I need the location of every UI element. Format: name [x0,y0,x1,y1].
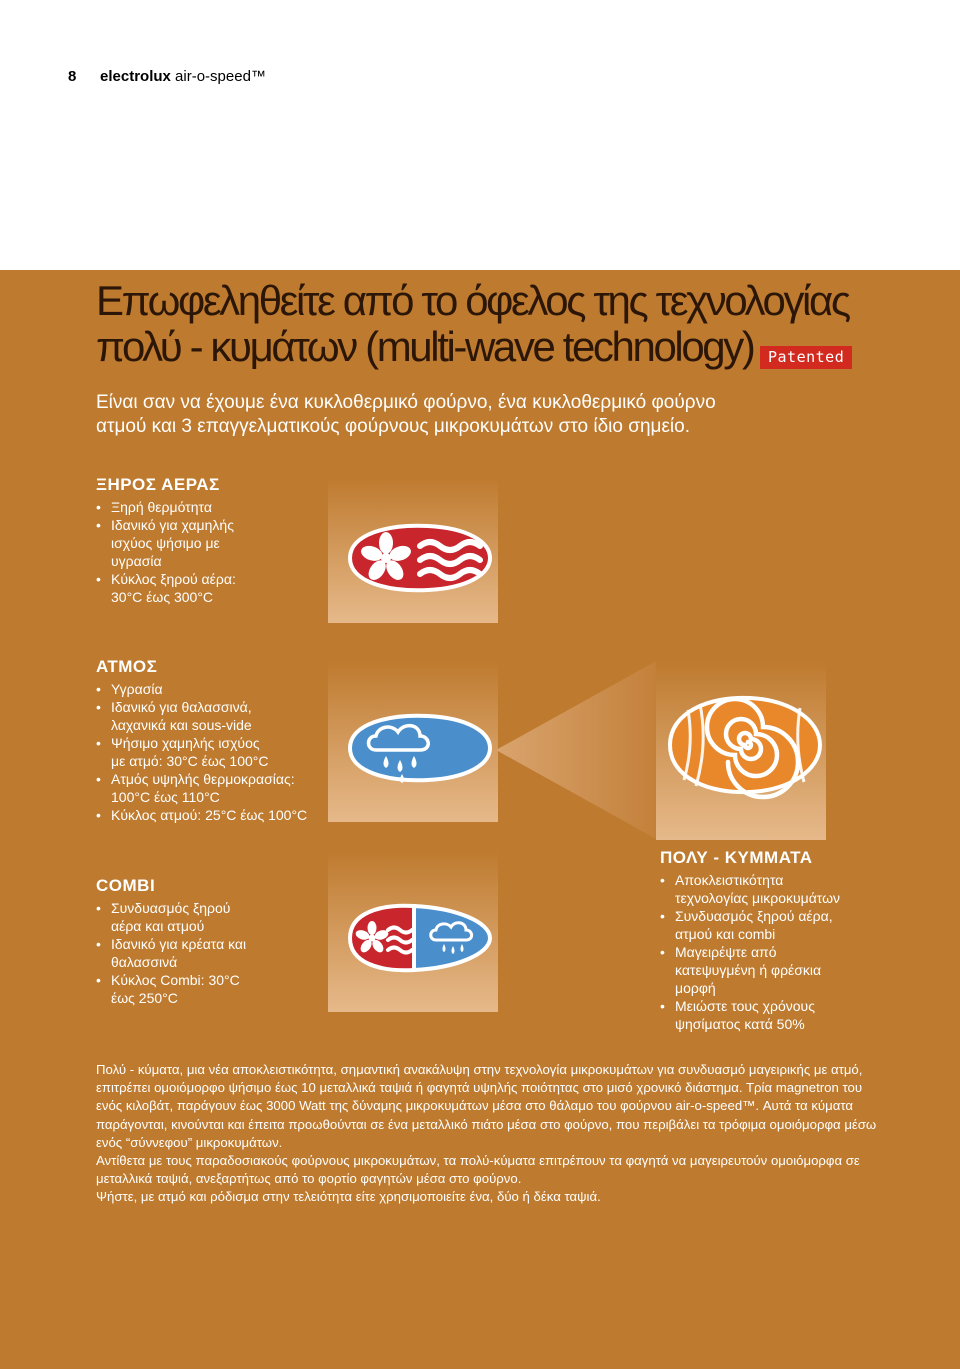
dry-air-item: • Ξηρή θερμότητα [96,498,326,516]
steam-item: • Ψήσιμο χαμηλής ισχύος με ατμό: 30°C έως 100°C [96,734,336,770]
body-paragraph: Αντίθετα με τους παραδοσιακούς φούρνους μικροκυμάτων, τα πολύ-κύματα επιτρέπουν τα φαγητά να μαγειρευτούν ομοιόμορφα σε μεταλλικά ταψιά, ανεξαρτήτως από το φορτίο φαγητών μέσα στο φούρνο. [96,1153,860,1187]
body-paragraph: Πολύ - κύματα, μια νέα αποκλειστικότητα, σημαντική ανακάλυψη στην τεχνολογία μικροκυμάτων για συνδυασμό μαγειρικής με ατμό, επιτρέπει ομοιόμορφο ψήσιμο έως 10 μεταλλικά ταψιά ή φαγητά υψηλής ποιότητας στο μισό χρονικό διάστημα. Τρία magnetron του ενός κιλοβάτ, παράγουν έως 3000 Watt της δύναμης μικροκυμάτων μέσα στο θάλαμο του φούρνου air-o-speed™. Αυτά τα κύματα παράγονται, κινούνται και έπειτα προωθούνται σε ένα μεταλλικό πιάτο μέσα στο φούρνο, που περιβάλει τα τρόφιμα ομοιόμορφα μέσω ενός “σύννεφου” μικροκυμάτων. [96,1062,877,1150]
multiwave-section [660,847,890,1033]
dry-air-title: ΞΗΡΟΣ ΑΕΡΑΣ [96,475,220,494]
combi-item: • Κύκλος Combi: 30°C έως 250°C [96,971,326,1007]
multiwave-item: • Συνδυασμός ξηρού αέρα, ατμού και combi [660,907,890,943]
dry-air-item: • Κύκλος ξηρού αέρα: 30°C έως 300°C [96,570,326,606]
multiwave-item: • Μαγειρέψτε από κατεψυγμένη ή φρέσκια μορφή [660,943,890,997]
steam-title: ΑΤΜΟΣ [96,657,158,676]
combi-section [96,875,326,1007]
subtitle-line1: Είναι σαν να έχουμε ένα κυκλοθερμικό φούρνο, ένα κυκλοθερμικό φούρνο [96,392,716,413]
combi-item: • Συνδυασμός ξηρού αέρα και ατμού [96,899,326,935]
fan-heat-waves-icon [328,516,498,600]
spiral-wave-icon [660,690,830,800]
product-name: air-o-speed™ [175,68,266,85]
multiwave-title: ΠΟΛΥ - ΚΥΜΜΑΤΑ [660,848,813,867]
patented-badge: Patented [760,346,852,369]
combi-item: • Ιδανικό για κρέατα και θαλασσινά [96,935,326,971]
fan-waves-cloud-icon [328,896,498,980]
steam-item: • Υγρασία [96,680,336,698]
steam-section [96,656,336,824]
page-number: 8 [68,68,77,85]
subtitle-line2: ατμού και 3 επαγγελματικούς φούρνους μικροκυμάτων στο ίδιο σημείο. [96,416,691,437]
body-paragraph: Ψήστε, με ατμό και ρόδισμα στην τελειότητα είτε χρησιμοποιείτε ένα, δύο ή δέκα ταψιά. [96,1189,601,1205]
steam-item: • Ιδανικό για θαλασσινά, λαχανικά και sous-vide [96,698,336,734]
dry-air-item: • Ιδανικό για χαμηλής ισχύος ψήσιμο με υγρασία [96,516,326,570]
body-text [96,1061,886,1207]
subtitle [96,391,896,439]
steam-item: • Κύκλος ατμού: 25°C έως 100°C [96,806,336,824]
dry-air-section [96,474,326,606]
headline-line1: Επωφεληθείτε από το όφελος της τεχνολογίας [96,277,849,324]
cloud-drops-icon [328,706,498,790]
multiwave-item: • Μειώστε τους χρόνους ψησίματος κατά 50% [660,997,890,1033]
steam-item: • Ατμός υψηλής θερμοκρασίας: 100°C έως 110°C [96,770,336,806]
headline [96,278,849,370]
brand-name: electrolux [100,68,171,85]
combi-title: COMBI [96,876,156,895]
headline-line2: πολύ - κυμάτων (multi-wave technology) [96,323,754,370]
triangle-shape [496,660,658,840]
multiwave-item: • Αποκλειστικότητα τεχνολογίας μικροκυμάτων [660,871,890,907]
